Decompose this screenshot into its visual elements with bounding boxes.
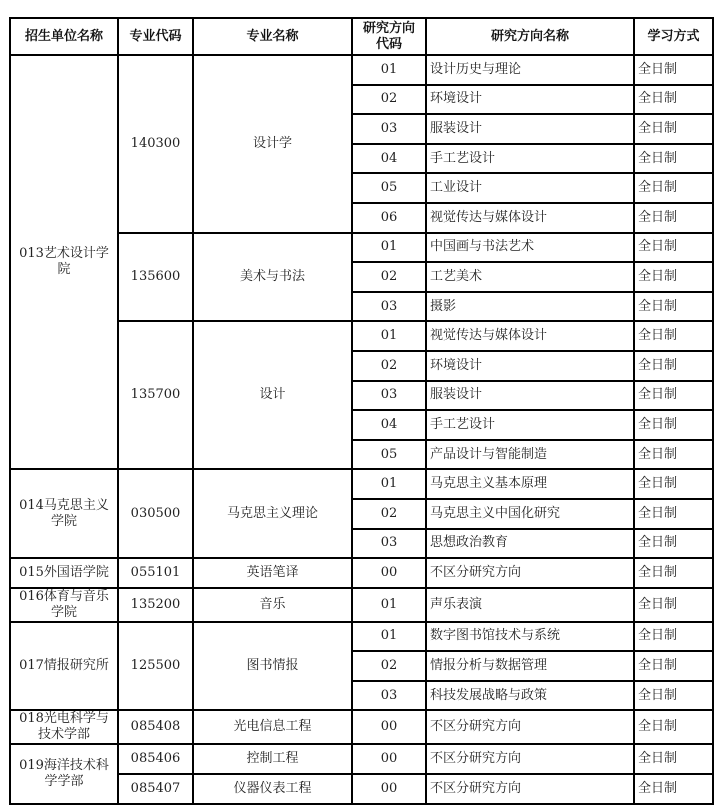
table-header-row [10, 18, 713, 55]
direction-code: 01 [352, 588, 426, 622]
direction-name: 不区分研究方向 [426, 558, 634, 588]
direction-name: 不区分研究方向 [426, 744, 634, 774]
study-mode: 全日制 [634, 114, 713, 144]
direction-code: 02 [352, 351, 426, 381]
major-code: 085407 [118, 774, 193, 804]
study-mode: 全日制 [634, 351, 713, 381]
unit-name: 019海洋技术科学学部 [10, 744, 118, 803]
header-study-mode: 学习方式 [634, 18, 713, 55]
major-code: 140300 [118, 55, 193, 233]
study-mode: 全日制 [634, 744, 713, 774]
direction-code: 03 [352, 381, 426, 411]
direction-name: 环境设计 [426, 85, 634, 115]
study-mode: 全日制 [634, 651, 713, 681]
major-code: 135600 [118, 233, 193, 322]
direction-name: 服装设计 [426, 381, 634, 411]
direction-name: 马克思主义基本原理 [426, 469, 634, 499]
table-row [10, 622, 713, 652]
direction-code: 05 [352, 173, 426, 203]
study-mode: 全日制 [634, 262, 713, 292]
major-name: 美术与书法 [193, 233, 352, 322]
unit-name: 017情报研究所 [10, 622, 118, 711]
header-direction-code: 研究方向代码 [352, 18, 426, 55]
study-mode: 全日制 [634, 292, 713, 322]
direction-code: 00 [352, 558, 426, 588]
header-major-code: 专业代码 [118, 18, 193, 55]
major-code: 125500 [118, 622, 193, 711]
table-row [10, 558, 713, 588]
direction-code: 00 [352, 710, 426, 744]
direction-name: 服装设计 [426, 114, 634, 144]
direction-name: 环境设计 [426, 351, 634, 381]
study-mode: 全日制 [634, 381, 713, 411]
study-mode: 全日制 [634, 710, 713, 744]
study-mode: 全日制 [634, 558, 713, 588]
unit-name: 014马克思主义学院 [10, 469, 118, 558]
major-name: 马克思主义理论 [193, 469, 352, 558]
direction-code: 01 [352, 55, 426, 85]
major-code: 055101 [118, 558, 193, 588]
study-mode: 全日制 [634, 55, 713, 85]
study-mode: 全日制 [634, 588, 713, 622]
direction-name: 工艺美术 [426, 262, 634, 292]
major-name: 图书情报 [193, 622, 352, 711]
direction-code: 00 [352, 774, 426, 804]
study-mode: 全日制 [634, 469, 713, 499]
study-mode: 全日制 [634, 440, 713, 470]
direction-name: 手工艺设计 [426, 410, 634, 440]
study-mode: 全日制 [634, 203, 713, 233]
major-code: 030500 [118, 469, 193, 558]
direction-name: 产品设计与智能制造 [426, 440, 634, 470]
major-name: 光电信息工程 [193, 710, 352, 744]
direction-code: 04 [352, 144, 426, 174]
table-body [10, 55, 713, 804]
study-mode: 全日制 [634, 499, 713, 529]
direction-code: 02 [352, 262, 426, 292]
direction-name: 不区分研究方向 [426, 774, 634, 804]
direction-name: 工业设计 [426, 173, 634, 203]
direction-name: 摄影 [426, 292, 634, 322]
study-mode: 全日制 [634, 622, 713, 652]
direction-code: 05 [352, 440, 426, 470]
direction-name: 思想政治教育 [426, 529, 634, 559]
direction-name: 手工艺设计 [426, 144, 634, 174]
major-name: 控制工程 [193, 744, 352, 774]
major-code: 085406 [118, 744, 193, 774]
study-mode: 全日制 [634, 774, 713, 804]
direction-name: 设计历史与理论 [426, 55, 634, 85]
direction-code: 01 [352, 321, 426, 351]
unit-name: 013艺术设计学院 [10, 55, 118, 469]
direction-code: 03 [352, 292, 426, 322]
direction-code: 01 [352, 622, 426, 652]
study-mode: 全日制 [634, 410, 713, 440]
major-code: 085408 [118, 710, 193, 744]
study-mode: 全日制 [634, 173, 713, 203]
major-name: 音乐 [193, 588, 352, 622]
direction-name: 中国画与书法艺术 [426, 233, 634, 263]
direction-code: 03 [352, 114, 426, 144]
study-mode: 全日制 [634, 233, 713, 263]
unit-name: 016体育与音乐学院 [10, 588, 118, 622]
direction-name: 科技发展战略与政策 [426, 681, 634, 711]
direction-code: 03 [352, 529, 426, 559]
table-row [10, 55, 713, 85]
table-row [10, 710, 713, 744]
study-mode: 全日制 [634, 144, 713, 174]
direction-name: 数字图书馆技术与系统 [426, 622, 634, 652]
unit-name: 018光电科学与技术学部 [10, 710, 118, 744]
header-direction-name: 研究方向名称 [426, 18, 634, 55]
direction-code: 06 [352, 203, 426, 233]
direction-name: 马克思主义中国化研究 [426, 499, 634, 529]
direction-code: 00 [352, 744, 426, 774]
study-mode: 全日制 [634, 681, 713, 711]
direction-code: 01 [352, 469, 426, 499]
direction-name: 视觉传达与媒体设计 [426, 321, 634, 351]
major-name: 设计 [193, 321, 352, 469]
major-code: 135200 [118, 588, 193, 622]
direction-name: 声乐表演 [426, 588, 634, 622]
direction-code: 01 [352, 233, 426, 263]
direction-code: 04 [352, 410, 426, 440]
header-unit: 招生单位名称 [10, 18, 118, 55]
unit-name: 015外国语学院 [10, 558, 118, 588]
major-name: 设计学 [193, 55, 352, 233]
direction-code: 02 [352, 651, 426, 681]
direction-name: 情报分析与数据管理 [426, 651, 634, 681]
study-mode: 全日制 [634, 85, 713, 115]
major-code: 135700 [118, 321, 193, 469]
direction-name: 视觉传达与媒体设计 [426, 203, 634, 233]
major-name: 仪器仪表工程 [193, 774, 352, 804]
table-row [10, 588, 713, 622]
direction-code: 02 [352, 85, 426, 115]
direction-name: 不区分研究方向 [426, 710, 634, 744]
major-name: 英语笔译 [193, 558, 352, 588]
study-mode: 全日制 [634, 529, 713, 559]
header-major-name: 专业名称 [193, 18, 352, 55]
table-row [10, 744, 713, 774]
direction-code: 03 [352, 681, 426, 711]
table-row [10, 469, 713, 499]
enrollment-table [9, 17, 714, 805]
study-mode: 全日制 [634, 321, 713, 351]
direction-code: 02 [352, 499, 426, 529]
